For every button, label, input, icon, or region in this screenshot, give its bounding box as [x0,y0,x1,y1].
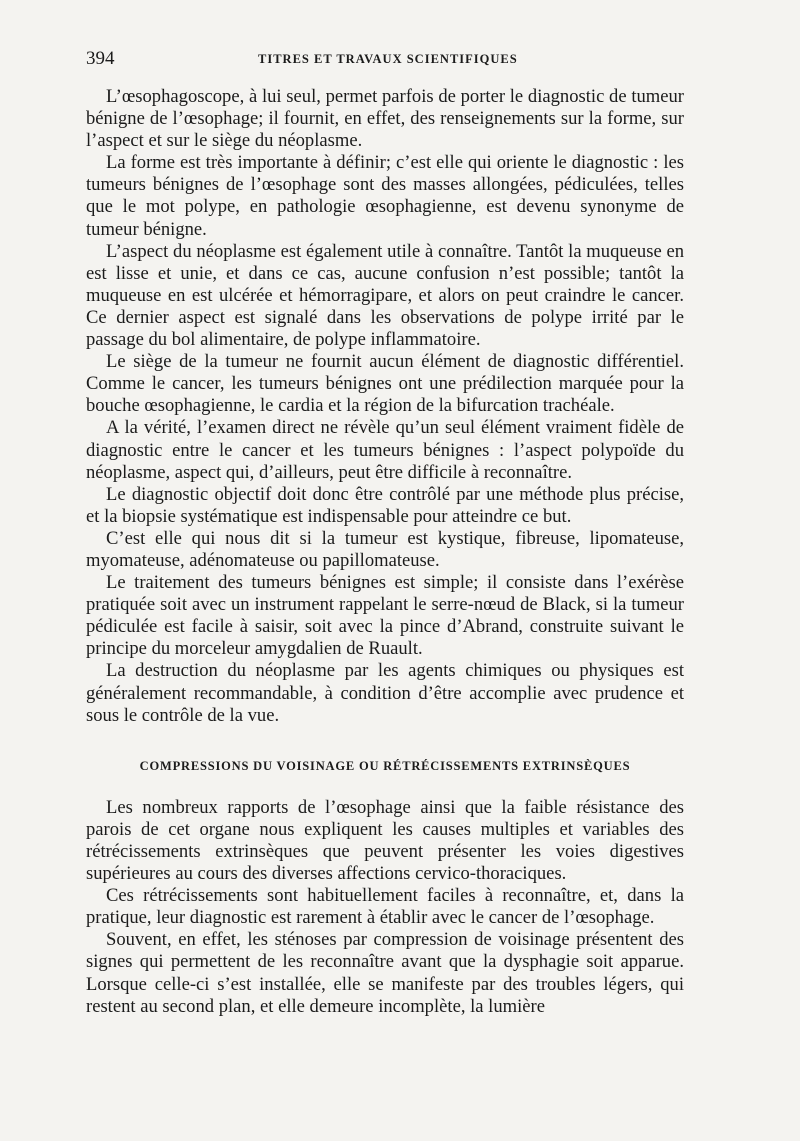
paragraph-stenoses: Souvent, en effet, les sténoses par compression de voisinage présentent des signes qui permettent de les reconnaître avant que la dysphagie soit apparue. Lorsque celle-ci s’est installée, elle se manifeste par des troubles légers, qui restent au second plan, et elle demeure incomplète, la lumière [86,929,684,1017]
paragraph-destruction: La destruction du néoplasme par les agents chimiques ou physiques est généralement recommandable, à condition d’être accomplie avec prudence et sous le contrôle de la vue. [86,660,684,726]
paragraph-oesophagoscope: L’œsophagoscope, à lui seul, permet parfois de porter le diagnostic de tumeur bénigne de l’œsophage; il fournit, en effet, des renseignements sur la forme, sur l’aspect et sur le siège du néoplasme. [86,86,684,152]
paragraph-retrecissements: Ces rétrécissements sont habituellement faciles à reconnaître, et, dans la pratique, leur diagnostic est rarement à établir avec le cancer de l’œsophage. [86,885,684,929]
paragraph-forme: La forme est très importante à définir; c’est elle qui oriente le diagnostic : les tumeurs bénignes de l’œsophage sont des masses allongées, pédiculées, telles que le mot polype, en pathologie œsophagienne, est devenu synonyme de tumeur bénigne. [86,152,684,240]
paragraph-traitement: Le traitement des tumeurs bénignes est simple; il consiste dans l’exérèse pratiquée soit avec un instrument rappelant le serre-nœud de Black, si la tumeur pédiculée est facile à saisir, soit avec la pince d’Abrand, construite suivant le principe du morceleur amygdalien de Ruault. [86,572,684,660]
running-title: TITRES ET TRAVAUX SCIENTIFIQUES [258,52,518,66]
page-header [86,48,686,70]
section-heading: COMPRESSIONS DU VOISINAGE OU RÉTRÉCISSEMENTS EXTRINSÈQUES [139,758,631,773]
paragraph-examen-direct: A la vérité, l’examen direct ne révèle qu’un seul élément vraiment fidèle de diagnostic entre le cancer et les tumeurs bénignes : l’aspect polypoïde du néoplasme, aspect qui, d’ailleurs, peut être difficile à reconnaître. [86,417,684,483]
paragraph-kystique: C’est elle qui nous dit si la tumeur est kystique, fibreuse, lipomateuse, myomateuse, adénomateuse ou papillomateuse. [86,527,684,571]
paragraph-siege: Le siège de la tumeur ne fournit aucun élément de diagnostic différentiel. Comme le cancer, les tumeurs bénignes ont une prédilection marquée pour la bouche œsophagienne, le cardia et la région de la bifurcation trachéale. [86,351,684,417]
page-number: 394 [86,48,115,69]
paragraph-rapports: Les nombreux rapports de l’œsophage ainsi que la faible résistance des parois de cet organe nous expliquent les causes multiples et variables des rétrécissements extrinsèques que peuvent présenter les voies digestives supérieures au cours des diverses affections cervico-thoraciques. [86,796,684,885]
paragraph-aspect: L’aspect du néoplasme est également utile à connaître. Tantôt la muqueuse en est lisse et unie, et dans ce cas, aucune confusion n’est possible; tantôt la muqueuse en est ulcérée et hémorragipare, et alors on peut craindre le cancer. Ce dernier aspect est signalé dans les observations de polype irrité par le passage du bol alimentaire, de polype inflammatoire. [86,240,684,351]
body-text [86,86,684,1018]
paragraph-biopsie: Le diagnostic objectif doit donc être contrôlé par une méthode plus précise, et la biopsie systématique est indispensable pour atteindre ce but. [86,483,684,527]
